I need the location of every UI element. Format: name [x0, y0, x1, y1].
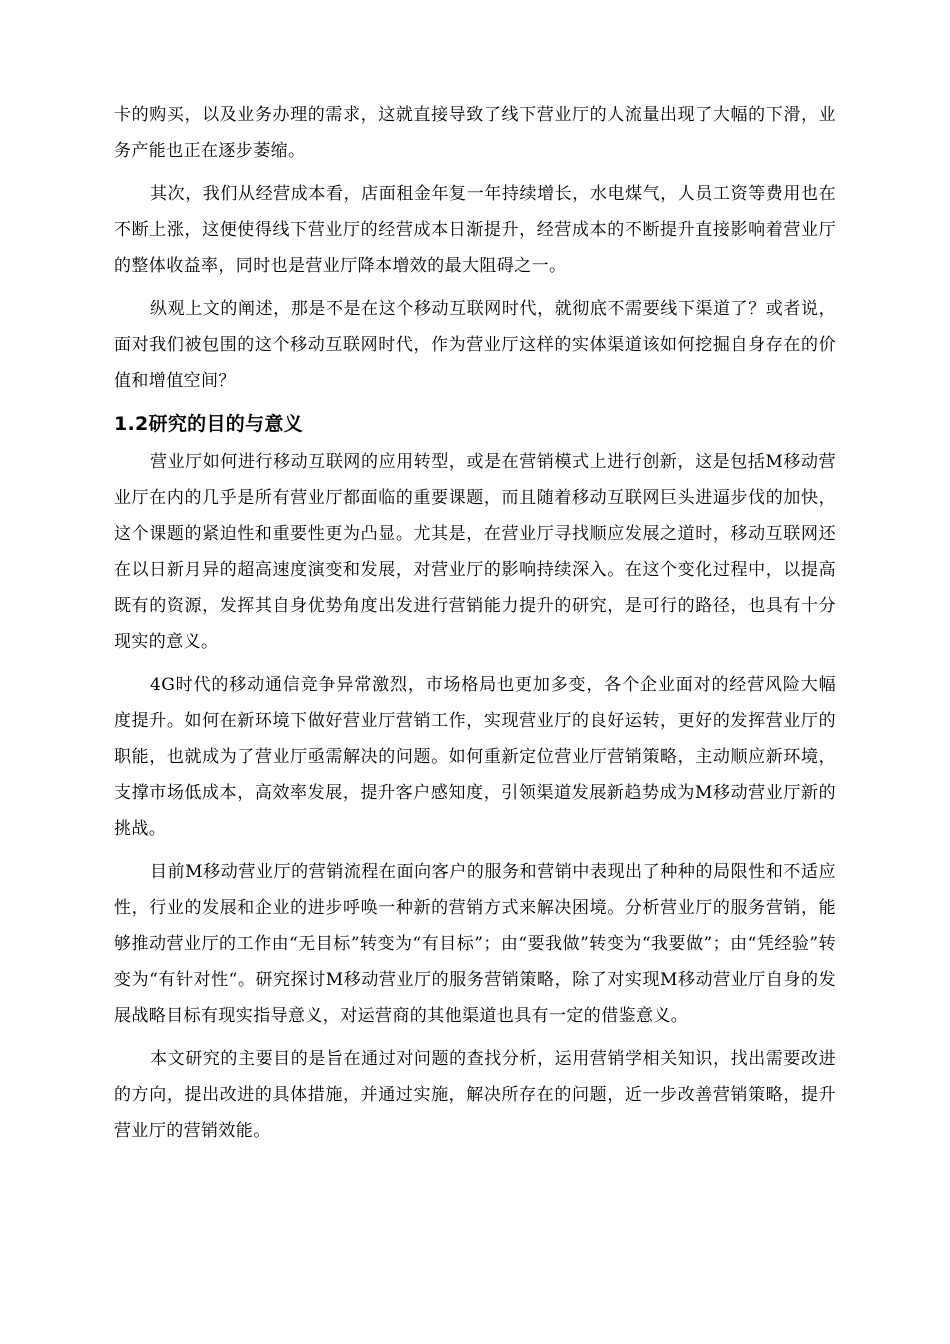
paragraph-7: 本文研究的主要目的是旨在通过对问题的查找分析，运用营销学相关知识，找出需要改进的方向，提出改进的具体措施，并通过实施，解决所存在的问题，近一步改善营销策略，提升营业厅的营销效能。 — [114, 1049, 836, 1141]
paragraph-6: 目前M移动营业厅的营销流程在面向客户的服务和营销中表现出了种种的局限性和不适应性，行业的发展和企业的进步呼唤一种新的营销方式来解决困境。分析营业厅的服务营销，能够推动营业厅的工作由“无目标”转变为“有目标”；由“要我做”转变为“我要做”；由“凭经验”转变为“有针对性“。研究探讨M移动营业厅的服务营销策略，除了对实现M移动营业厅自身的发展战略目标有现实指导意义，对运营商的其他渠道也具有一定的借鉴意义。 — [114, 862, 836, 1026]
paragraph-4: 营业厅如何进行移动互联网的应用转型，或是在营销模式上进行创新，这是包括M移动营业厅在内的几乎是所有营业厅都面临的重要课题，而且随着移动互联网巨头进逼步伐的加快，这个课题的紧迫性和重要性更为凸显。尤其是，在营业厅寻找顺应发展之道时，移动互联网还在以日新月异的超高速度演变和发展，对营业厅的影响持续深入。在这个变化过程中，以提高既有的资源，发挥其自身优势角度出发进行营销能力提升的研究，是可行的路径，也具有十分现实的意义。 — [114, 452, 836, 652]
paragraph-1: 卡的购买，以及业务办理的需求，这就直接导致了线下营业厅的人流量出现了大幅的下滑，业务产能也正在逐步萎缩。 — [114, 105, 836, 161]
paragraph-3: 纵观上文的阐述，那是不是在这个移动互联网时代，就彻底不需要线下渠道了？或者说，面对我们被包围的这个移动互联网时代，作为营业厅这样的实体渠道该如何挖掘自身存在的价值和增值空间？ — [114, 299, 836, 391]
paragraph-2: 其次，我们从经营成本看，店面租金年复一年持续增长，水电煤气，人员工资等费用也在不断上涨，这便使得线下营业厅的经营成本日渐提升，经营成本的不断提升直接影响着营业厅的整体收益率，同时也是营业厅降本增效的最大阻碍之一。 — [114, 184, 836, 276]
document-body — [114, 97, 836, 1156]
paragraph-5: 4G时代的移动通信竞争异常激烈，市场格局也更加多变，各个企业面对的经营风险大幅度提升。如何在新环境下做好营业厅营销工作，实现营业厅的良好运转，更好的发挥营业厅的职能，也就成为了营业厅亟需解决的问题。如何重新定位营业厅营销策略，主动顺应新环境，支撑市场低成本，高效率发展，提升客户感知度，引领渠道发展新趋势成为M移动营业厅新的挑战。 — [114, 675, 836, 839]
section-heading: 1.2研究的目的与意义 — [114, 413, 303, 435]
